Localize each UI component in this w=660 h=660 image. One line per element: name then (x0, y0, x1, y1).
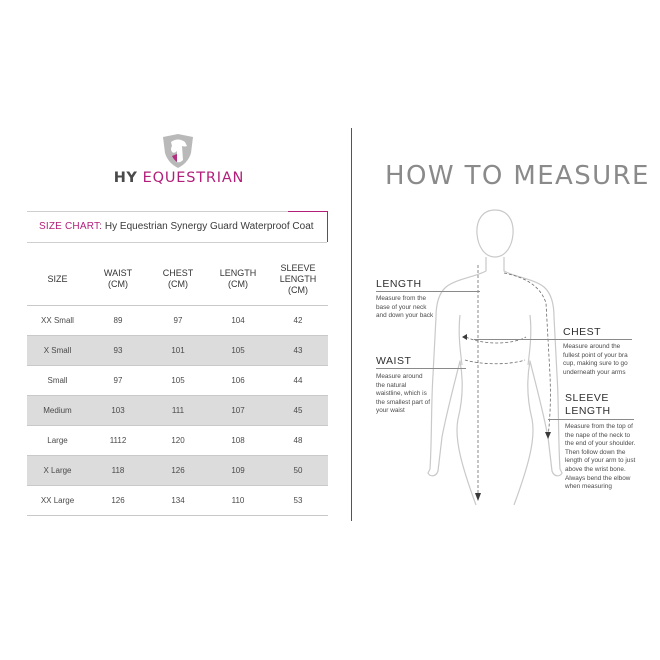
cell-waist: 1112 (88, 426, 148, 456)
header-chest: CHEST (CM) (162, 268, 194, 289)
cell-waist: 93 (88, 336, 148, 366)
size-chart-title-box (27, 211, 327, 243)
cell-sleeve: 45 (268, 396, 328, 426)
waist-leader-line (376, 368, 466, 369)
sleeve-label-line1: SLEEVE (565, 392, 609, 404)
cell-length: 109 (208, 456, 268, 486)
cell-size: Small (27, 366, 88, 396)
cell-chest: 126 (148, 456, 208, 486)
size-chart-title (39, 221, 314, 232)
cell-chest: 120 (148, 426, 208, 456)
cell-sleeve: 53 (268, 486, 328, 516)
brand-wordmark (104, 170, 254, 186)
sleeve-leader-line (548, 419, 634, 420)
cell-length: 104 (208, 306, 268, 336)
cell-chest: 134 (148, 486, 208, 516)
brand-hy: HY (113, 170, 138, 186)
cell-length: 108 (208, 426, 268, 456)
cell-length: 107 (208, 396, 268, 426)
table-row (27, 396, 328, 426)
cell-chest: 101 (148, 336, 208, 366)
length-label: LENGTH (376, 278, 422, 290)
table-row (27, 426, 328, 456)
sleeve-description: Measure from the top of the nape of the neck to the end of your shoulder. Then follow down the length of your arm to just above the wrist bone. Always bend the elbow when measuring (565, 423, 636, 491)
waist-label: WAIST (376, 355, 412, 367)
table-row (27, 306, 328, 336)
chest-leader-line (474, 339, 632, 340)
table-header-row (27, 253, 328, 306)
chest-label: CHEST (563, 326, 602, 338)
size-table (27, 253, 328, 516)
cell-waist: 103 (88, 396, 148, 426)
horse-shield-logo-icon (160, 133, 196, 169)
cell-size: XX Large (27, 486, 88, 516)
cell-sleeve: 50 (268, 456, 328, 486)
cell-waist: 118 (88, 456, 148, 486)
cell-chest: 105 (148, 366, 208, 396)
cell-sleeve: 48 (268, 426, 328, 456)
brand-name: EQUESTRIAN (142, 170, 245, 186)
size-chart-prefix: SIZE CHART: (39, 221, 103, 232)
table-row (27, 486, 328, 516)
cell-size: Medium (27, 396, 88, 426)
cell-sleeve: 44 (268, 366, 328, 396)
sleeve-label-line2: LENGTH (565, 405, 611, 417)
header-length: LENGTH (CM) (219, 268, 257, 289)
table-row (27, 456, 328, 486)
cell-size: X Large (27, 456, 88, 486)
how-to-measure-title: HOW TO MEASURE (385, 161, 650, 191)
size-chart-product: Hy Equestrian Synergy Guard Waterproof Coat (102, 221, 314, 232)
cell-size: XX Small (27, 306, 88, 336)
table-row (27, 336, 328, 366)
length-description: Measure from the base of your neck and down your back (376, 295, 434, 320)
cell-size: Large (27, 426, 88, 456)
cell-length: 105 (208, 336, 268, 366)
cell-length: 106 (208, 366, 268, 396)
cell-chest: 97 (148, 306, 208, 336)
cell-sleeve: 43 (268, 336, 328, 366)
cell-waist: 126 (88, 486, 148, 516)
cell-size: X Small (27, 336, 88, 366)
waist-description: Measure around the natural waistline, which is the smallest part of your waist (376, 373, 430, 415)
header-waist: WAIST (CM) (103, 268, 133, 289)
header-size: SIZE (47, 273, 68, 284)
header-sleeve-length: SLEEVE LENGTH (CM) (279, 262, 317, 295)
length-leader-line (376, 291, 480, 292)
cell-waist: 89 (88, 306, 148, 336)
cell-waist: 97 (88, 366, 148, 396)
chest-description: Measure around the fullest point of your bra cup, making sure to go underneath your arms (563, 343, 628, 376)
table-row (27, 366, 328, 396)
cell-length: 110 (208, 486, 268, 516)
cell-sleeve: 42 (268, 306, 328, 336)
body-figure-illustration (420, 205, 570, 505)
cell-chest: 111 (148, 396, 208, 426)
section-divider (351, 128, 352, 521)
